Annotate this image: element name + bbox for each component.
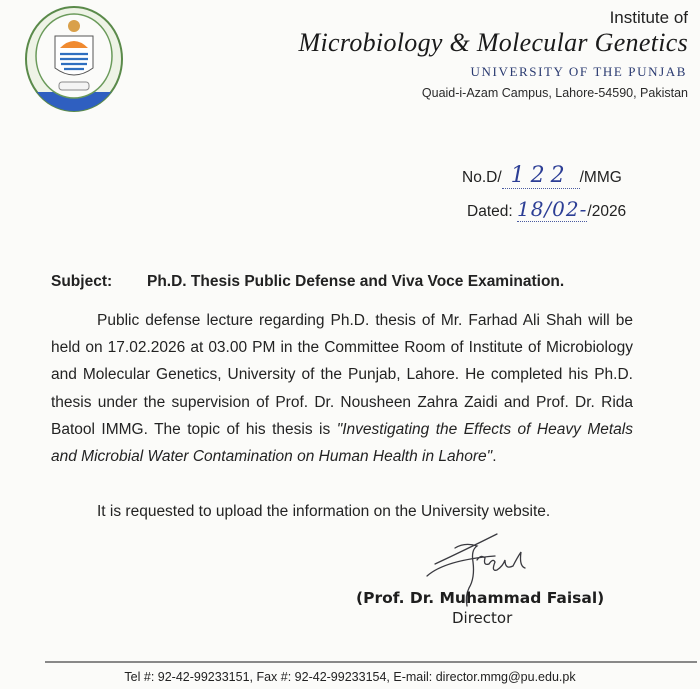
reference-prefix: No.D/: [462, 169, 502, 186]
subject-text: Ph.D. Thesis Public Defense and Viva Voce Examination.: [147, 273, 565, 290]
body-paragraph: [51, 307, 633, 470]
reference-number: [462, 163, 622, 189]
institute-address: Quaid-i-Azam Campus, Lahore-54590, Pakistan: [421, 86, 688, 100]
reference-handwritten-number: 122: [502, 163, 580, 189]
body-paragraph-end: .: [492, 448, 497, 466]
signatory-designation: Director: [452, 609, 513, 627]
university-logo: [23, 4, 125, 114]
footer-contact: Tel #: 92-42-99233151, Fax #: 92-42-99233154, E-mail: director.mmg@pu.edu.pk: [124, 670, 576, 684]
date-handwritten: 18/02-: [516, 197, 588, 221]
footer-divider: [45, 661, 697, 663]
date-label: Dated:: [467, 203, 513, 220]
date-year: /2026: [587, 203, 627, 220]
institute-name: Microbiology & Molecular Genetics: [298, 28, 688, 57]
thesis-title: "Investigating the Effects of Heavy Metals and Microbial Water Contamination on Human Health in Lahore": [51, 420, 633, 466]
letter-body: [51, 307, 633, 470]
reference-suffix: /MMG: [579, 169, 622, 186]
subject-line: [51, 273, 564, 291]
letter-date: [467, 197, 626, 222]
signatory-name: (Prof. Dr. Muhammad Faisal): [356, 589, 605, 607]
emblem-icon: [23, 4, 125, 114]
institute-prefix: Institute of: [609, 8, 688, 27]
university-name: UNIVERSITY OF THE PUNJAB: [470, 64, 687, 79]
body-paragraph-text: Public defense lecture regarding Ph.D. thesis of Mr. Farhad Ali Shah will be held on 17.02.2026 at 03.00 PM in the Committee Room of Institute of Microbiology and Molecular Genetics, University of the Punjab, Lahore. He completed his Ph.D. thesis under the supervision of Prof. Dr. Nousheen Zahra Zaidi and Prof. Dr. Rida Batool IMMG. The topic of his thesis is: [51, 312, 633, 438]
subject-label: Subject:: [51, 273, 113, 290]
request-paragraph: It is requested to upload the information on the University website.: [97, 503, 551, 520]
